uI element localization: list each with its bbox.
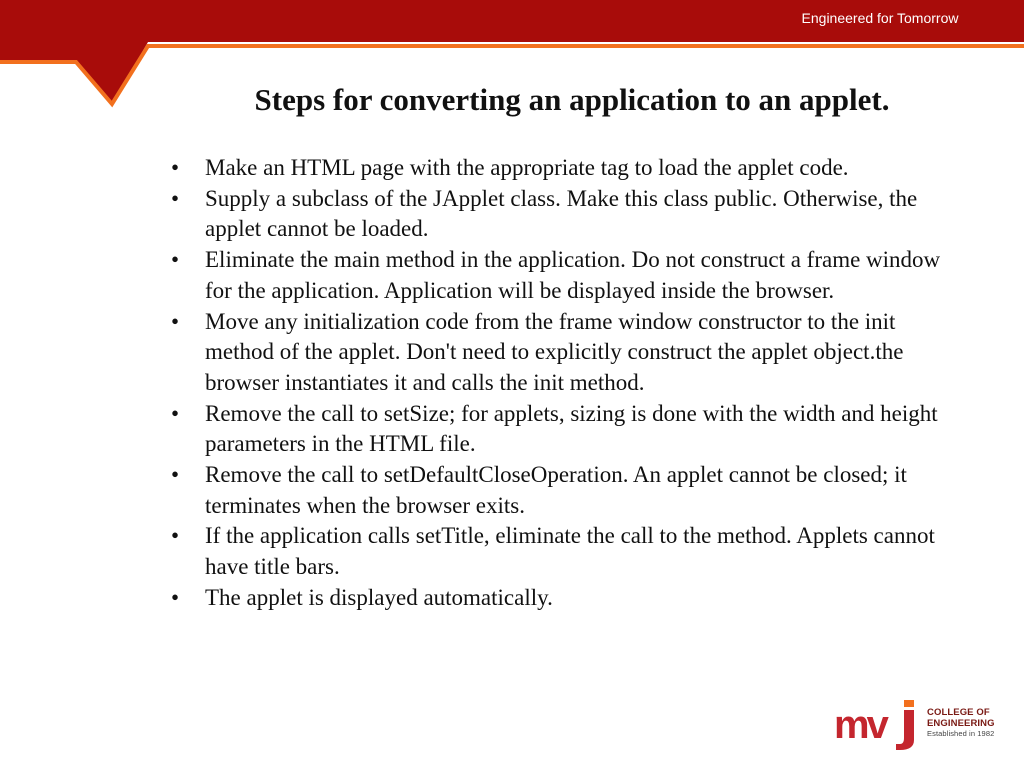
bullet-item: • If the application calls setTitle, eliminate the call to the method. Applets cannot have title bars. <box>168 521 958 582</box>
bullet-item: • Remove the call to setDefaultCloseOperation. An applet cannot be closed; it terminates when the browser exits. <box>168 460 958 521</box>
svg-text:mv: mv <box>834 703 886 747</box>
mvj-logo-icon <box>834 700 924 752</box>
bullet-item: • Supply a subclass of the JApplet class. Make this class public. Otherwise, the applet cannot be loaded. <box>168 184 958 245</box>
bullet-list <box>168 153 958 614</box>
bullet-item: • Make an HTML page with the appropriate tag to load the applet code. <box>168 153 958 184</box>
bullet-item: • Eliminate the main method in the application. Do not construct a frame window for the application. Application will be displayed inside the browser. <box>168 245 958 306</box>
logo-text <box>927 708 995 740</box>
bullet-item: • Remove the call to setSize; for applets, sizing is done with the width and height parameters in the HTML file. <box>168 399 958 460</box>
college-logo <box>834 700 1004 752</box>
bullet-item: • The applet is displayed automatically. <box>168 583 958 614</box>
logo-line-2: ENGINEERING <box>927 717 995 729</box>
slide-title: Steps for converting an application to an applet. <box>254 82 890 117</box>
logo-line-1: COLLEGE OF <box>927 707 990 718</box>
header-tagline: Engineered for Tomorrow <box>801 10 959 26</box>
bullet-item: • Move any initialization code from the frame window constructor to the init method of the applet. Don't need to explicitly construct the applet object.the browser instantiates it and calls the init method. <box>168 307 958 399</box>
logo-line-3: Established in 1982 <box>927 729 995 738</box>
